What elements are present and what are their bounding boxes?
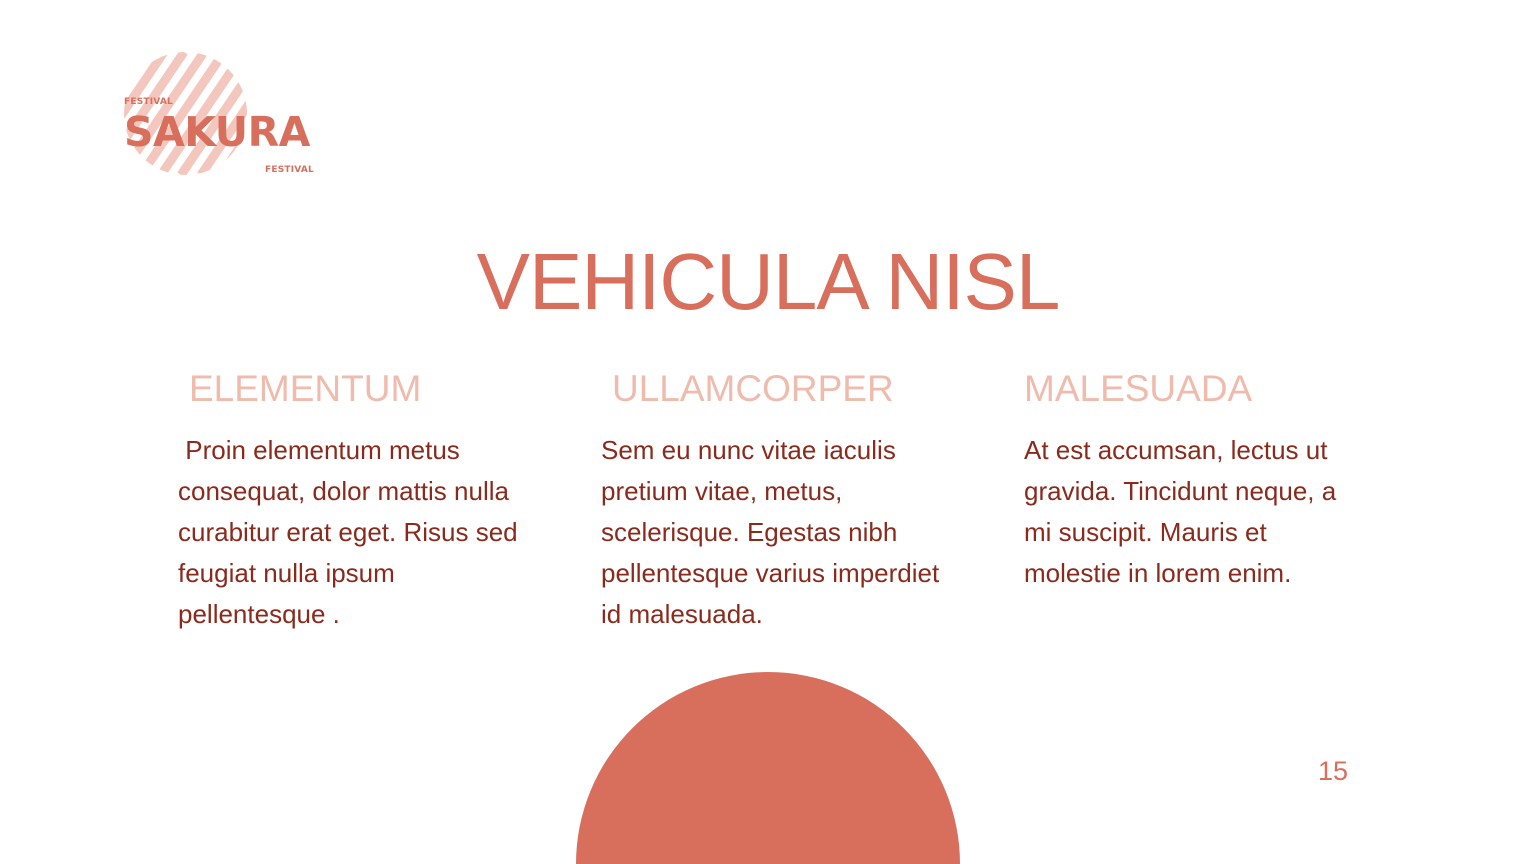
column-heading: MALESUADA: [1024, 368, 1253, 409]
column-body: Proin elementum metus consequat, dolor mattis nulla curabitur erat eget. Risus sed feugiat nulla ipsum pellentesque .: [178, 435, 525, 629]
column-body: Sem eu nunc vitae iaculis pretium vitae, metus, scelerisque. Egestas nibh pellentesque varius imperdiet id malesuada.: [601, 435, 940, 629]
logo-bottom-text: FESTIVAL: [265, 165, 314, 175]
sakura-festival-logo: [118, 48, 328, 183]
semicircle-decoration: [576, 672, 960, 864]
column-body: At est accumsan, lectus ut gravida. Tincidunt neque, a mi suscipit. Mauris et molestie in lorem enim.: [1024, 435, 1337, 588]
column-malesuada: [1024, 366, 1364, 594]
column-heading: ULLAMCORPER: [612, 368, 894, 409]
page-number: 15: [1318, 756, 1349, 786]
column-heading: ELEMENTUM: [189, 368, 422, 409]
logo-main-text: SAKURA: [124, 108, 310, 156]
column-elementum: [178, 366, 525, 635]
logo-top-text: FESTIVAL: [124, 97, 173, 107]
column-ullamcorper: [601, 366, 941, 635]
slide-title: VEHICULA NISL: [476, 237, 1060, 326]
